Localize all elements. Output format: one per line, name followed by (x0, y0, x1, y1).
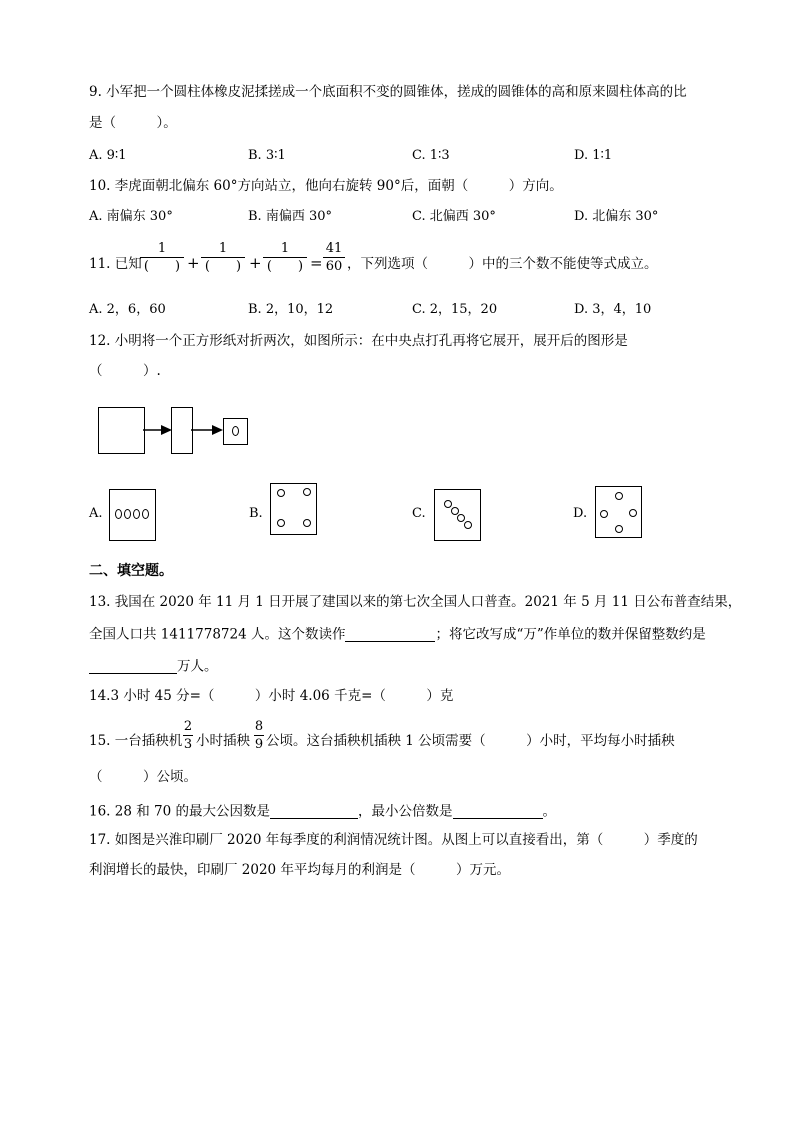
q12-line2: （ ）. (89, 363, 161, 379)
q15-mid: 小时插秧 (196, 733, 250, 749)
hole (303, 519, 311, 527)
q11-fraction-3-numerator: 1 (280, 241, 290, 256)
q11-fraction-3-denominator: ( ) (266, 259, 304, 274)
q12-option-a-figure (109, 489, 156, 541)
arrow-right-icon (143, 424, 173, 436)
hole (600, 510, 608, 518)
q11-fraction-2-denominator: ( ) (204, 259, 242, 274)
q11-fraction-1-numerator: 1 (157, 241, 167, 256)
q11-rhs-fraction (323, 242, 345, 273)
arrow-right-icon (191, 424, 224, 436)
q11-option-a: A. 2，6，60 (89, 302, 166, 317)
q11-fraction-1 (140, 242, 184, 273)
q13-line3 (89, 659, 218, 674)
hole (464, 521, 472, 529)
q15-fraction-1-denominator: 3 (183, 737, 193, 752)
q11-option-d: D. 3，4，10 (574, 302, 652, 317)
q15-fraction-2-denominator: 9 (254, 737, 264, 752)
q15-fraction-1 (183, 720, 193, 751)
hole (277, 489, 285, 497)
q13-blank-wan[interactable] (89, 659, 177, 674)
q9-option-d: D. 1∶1 (574, 148, 613, 163)
q15-prefix: 15. 一台插秧机 (89, 733, 183, 749)
q11-plus-1: + (187, 254, 200, 272)
hole (444, 500, 452, 508)
q9-line2: 是（ ）。 (89, 115, 177, 131)
q15-fraction-2 (254, 720, 264, 751)
q17-line1: 17. 如图是兴淮印刷厂 2020 年每季度的利润情况统计图。从图上可以直接看出，第（ ）季度的 (89, 832, 698, 848)
q11-fraction-1-denominator: ( ) (143, 259, 181, 274)
q10-option-b: B. 南偏西 30° (248, 209, 332, 224)
q11-rhs-denominator: 60 (325, 259, 343, 274)
q11-prefix: 11. 已知 (89, 256, 142, 272)
q12-option-c-figure (434, 489, 481, 541)
q13-line2-part-a: 全国人口共 1411778724 人。这个数读作 (89, 626, 346, 643)
hole (133, 509, 140, 519)
hole (124, 509, 131, 519)
q10-option-a: A. 南偏东 30° (89, 209, 173, 224)
q12-option-c-letter: C. (412, 506, 426, 521)
q16-part-c: 。 (542, 803, 556, 820)
half-folded-paper (171, 407, 193, 454)
hole (142, 509, 149, 519)
q11-fraction-2 (201, 242, 245, 273)
punched-hole (232, 426, 239, 436)
q13-line1: 13. 我国在 2020 年 11 月 1 日开展了建国以来的第七次全国人口普查。2021 年 5 月 11 日公布普查结果， (89, 594, 742, 610)
q16-blank-lcm[interactable] (453, 804, 543, 819)
q11-equals: = (310, 254, 323, 272)
section-heading-fill-blank: 二、填空题。 (89, 563, 173, 579)
q16-blank-gcd[interactable] (270, 804, 358, 819)
q11-suffix: ，下列选项（ ）中的三个数不能使等式成立。 (347, 256, 658, 272)
q15-suffix: 公顷。这台插秧机插秧 1 公顷需要（ ）小时，平均每小时插秧 (266, 733, 675, 749)
q11-option-b: B. 2，10，12 (248, 302, 334, 317)
q15-line2: （ ）公顷。 (89, 769, 197, 785)
q11-plus-2: + (249, 254, 262, 272)
q11-fraction-3 (263, 242, 307, 273)
q12-option-d-letter: D. (573, 506, 588, 521)
q13-line2 (89, 627, 706, 642)
q16-part-b: ，最小公倍数是 (358, 803, 453, 820)
hole (115, 509, 122, 519)
full-square-paper (98, 407, 145, 454)
q14-text: 14.3 小时 45 分=（ ）小时 4.06 千克=（ ）克 (89, 688, 454, 704)
q9-line1: 9. 小军把一个圆柱体橡皮泥揉搓成一个底面积不变的圆锥体，搓成的圆锥体的高和原来圆柱体高的比 (89, 84, 687, 100)
q11-fraction-2-numerator: 1 (218, 241, 228, 256)
q12-option-d-figure (595, 486, 642, 538)
q12-line1: 12. 小明将一个正方形纸对折两次，如图所示：在中央点打孔再将它展开，展开后的图形是 (89, 333, 628, 349)
hole (629, 509, 637, 517)
q13-line3-text: 万人。 (177, 658, 218, 675)
quarter-folded-paper (223, 418, 248, 445)
q9-option-c: C. 1∶3 (412, 148, 450, 163)
q16-part-a: 16. 28 和 70 的最大公因数是 (89, 803, 270, 820)
q9-option-a: A. 9∶1 (89, 148, 127, 163)
q10-option-c: C. 北偏西 30° (412, 209, 496, 224)
q13-line2-part-b: ；将它改写成“万”作单位的数并保留整数约是 (435, 626, 706, 643)
q15-fraction-2-numerator: 8 (254, 719, 264, 734)
q12-option-b-figure (270, 483, 317, 535)
q12-option-b-letter: B. (249, 506, 263, 521)
q10-text: 10. 李虎面朝北偏东 60°方向站立，他向右旋转 90°后，面朝（ ）方向。 (89, 178, 563, 194)
q10-option-d: D. 北偏东 30° (574, 209, 659, 224)
hole (277, 519, 285, 527)
q13-blank-reading[interactable] (345, 627, 435, 642)
q16-line (89, 804, 556, 819)
hole (457, 514, 465, 522)
q9-option-b: B. 3∶1 (248, 148, 286, 163)
q11-rhs-numerator: 41 (325, 241, 343, 256)
q17-line2: 利润增长的最快，印刷厂 2020 年平均每月的利润是（ ）万元。 (89, 862, 510, 878)
q12-option-a-letter: A. (89, 506, 103, 521)
hole (615, 492, 623, 500)
q11-option-c: C. 2，15，20 (412, 302, 498, 317)
hole (303, 488, 311, 496)
hole (615, 525, 623, 533)
q15-fraction-1-numerator: 2 (183, 719, 193, 734)
